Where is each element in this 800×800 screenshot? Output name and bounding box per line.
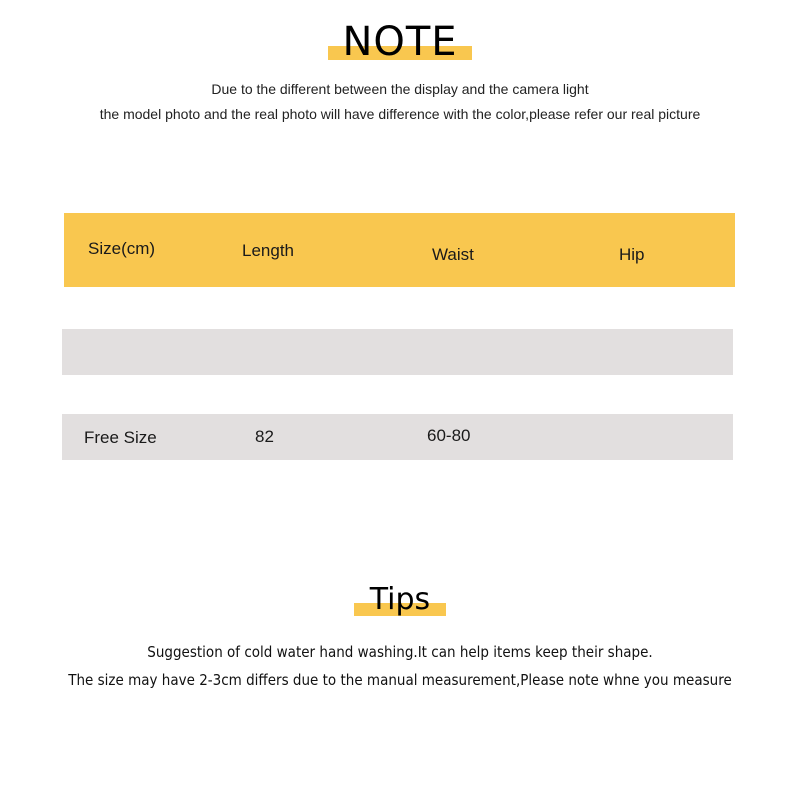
tips-section [0, 582, 800, 618]
header-waist: Waist [432, 245, 474, 264]
tips-title: Tips [369, 582, 431, 617]
header-size: Size(cm) [88, 239, 156, 258]
note-heading [342, 20, 457, 64]
tips-heading [370, 582, 430, 618]
tips-text-line: Suggestion of cold water hand washing.It can help items keep their shape. [147, 643, 653, 661]
table-row [62, 329, 733, 375]
tips-text-line: The size may have 2-3cm differs due to the manual measurement,Please note whne you measure [68, 671, 732, 689]
header-length: Length [242, 241, 294, 260]
note-title: NOTE [342, 19, 458, 65]
cell-length: 82 [255, 427, 274, 446]
cell-size: Free Size [84, 428, 157, 447]
table-row [62, 414, 733, 460]
header-hip: Hip [619, 245, 645, 264]
note-text-line: the model photo and the real photo will have difference with the color,please refer our real picture [99, 106, 701, 122]
cell-waist: 60-80 [427, 426, 471, 445]
note-text-line: Due to the different between the display and the camera light [211, 81, 589, 97]
